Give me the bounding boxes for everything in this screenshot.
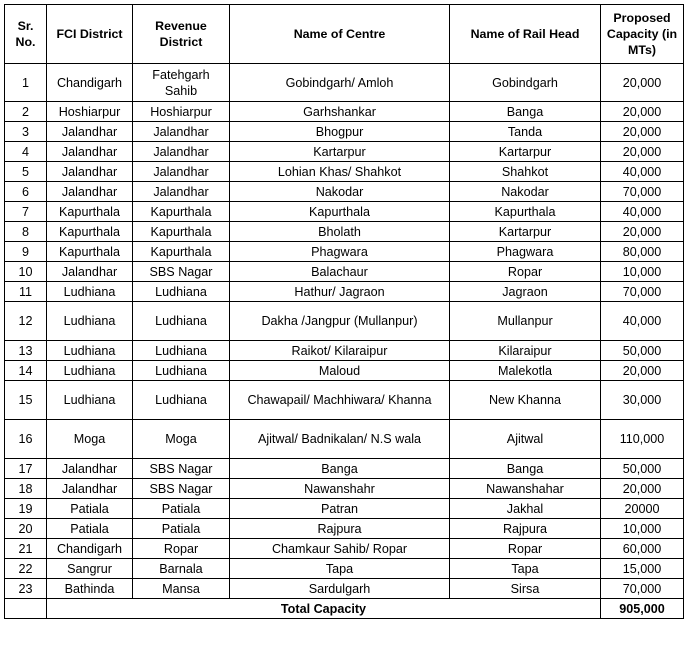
cell-rail-head: Ropar xyxy=(450,539,601,559)
cell-fci-district: Jalandhar xyxy=(47,262,133,282)
cell-rail-head: Kartarpur xyxy=(450,142,601,162)
cell-centre: Hathur/ Jagraon xyxy=(230,282,450,302)
cell-fci-district: Jalandhar xyxy=(47,142,133,162)
table-row xyxy=(5,420,684,459)
cell-rail-head: Banga xyxy=(450,102,601,122)
cell-rail-head: Kartarpur xyxy=(450,222,601,242)
cell-capacity: 10,000 xyxy=(601,262,684,282)
table-row xyxy=(5,202,684,222)
cell-revenue-district: Hoshiarpur xyxy=(133,102,230,122)
cell-sr-no: 7 xyxy=(5,202,47,222)
cell-revenue-district: Fatehgarh Sahib xyxy=(133,64,230,102)
cell-capacity: 70,000 xyxy=(601,182,684,202)
cell-revenue-district: Barnala xyxy=(133,559,230,579)
cell-fci-district: Jalandhar xyxy=(47,479,133,499)
cell-fci-district: Ludhiana xyxy=(47,302,133,341)
table-row xyxy=(5,499,684,519)
cell-rail-head: Malekotla xyxy=(450,361,601,381)
cell-centre: Raikot/ Kilaraipur xyxy=(230,341,450,361)
cell-sr-no: 1 xyxy=(5,64,47,102)
cell-sr-no: 19 xyxy=(5,499,47,519)
cell-rail-head: Ropar xyxy=(450,262,601,282)
total-empty-cell xyxy=(5,599,47,619)
cell-rail-head: Kapurthala xyxy=(450,202,601,222)
cell-centre: Ajitwal/ Badnikalan/ N.S wala xyxy=(230,420,450,459)
cell-revenue-district: Ludhiana xyxy=(133,302,230,341)
cell-centre: Maloud xyxy=(230,361,450,381)
cell-centre: Sardulgarh xyxy=(230,579,450,599)
table-row xyxy=(5,519,684,539)
cell-fci-district: Ludhiana xyxy=(47,381,133,420)
cell-capacity: 30,000 xyxy=(601,381,684,420)
cell-rail-head: Sirsa xyxy=(450,579,601,599)
cell-centre: Kapurthala xyxy=(230,202,450,222)
cell-centre: Balachaur xyxy=(230,262,450,282)
cell-sr-no: 3 xyxy=(5,122,47,142)
cell-rail-head: Jakhal xyxy=(450,499,601,519)
table-row xyxy=(5,282,684,302)
cell-rail-head: Kilaraipur xyxy=(450,341,601,361)
cell-fci-district: Patiala xyxy=(47,519,133,539)
cell-sr-no: 20 xyxy=(5,519,47,539)
cell-sr-no: 16 xyxy=(5,420,47,459)
cell-centre: Patran xyxy=(230,499,450,519)
cell-centre: Dakha /Jangpur (Mullanpur) xyxy=(230,302,450,341)
cell-fci-district: Moga xyxy=(47,420,133,459)
cell-fci-district: Hoshiarpur xyxy=(47,102,133,122)
header-revenue-district: Revenue District xyxy=(133,5,230,64)
cell-centre: Chawapail/ Machhiwara/ Khanna xyxy=(230,381,450,420)
cell-centre: Chamkaur Sahib/ Ropar xyxy=(230,539,450,559)
cell-revenue-district: Ludhiana xyxy=(133,381,230,420)
cell-sr-no: 12 xyxy=(5,302,47,341)
cell-capacity: 10,000 xyxy=(601,519,684,539)
capacity-table xyxy=(4,4,684,619)
cell-capacity: 20,000 xyxy=(601,102,684,122)
cell-centre: Banga xyxy=(230,459,450,479)
cell-capacity: 20,000 xyxy=(601,142,684,162)
cell-revenue-district: Jalandhar xyxy=(133,142,230,162)
cell-rail-head: New Khanna xyxy=(450,381,601,420)
cell-revenue-district: Jalandhar xyxy=(133,162,230,182)
cell-fci-district: Kapurthala xyxy=(47,222,133,242)
header-rail-head: Name of Rail Head xyxy=(450,5,601,64)
table-row xyxy=(5,381,684,420)
cell-capacity: 70,000 xyxy=(601,282,684,302)
cell-capacity: 20,000 xyxy=(601,479,684,499)
cell-capacity: 40,000 xyxy=(601,302,684,341)
table-row xyxy=(5,242,684,262)
table-row xyxy=(5,559,684,579)
cell-sr-no: 13 xyxy=(5,341,47,361)
table-row xyxy=(5,341,684,361)
table-row xyxy=(5,102,684,122)
cell-rail-head: Shahkot xyxy=(450,162,601,182)
cell-sr-no: 14 xyxy=(5,361,47,381)
cell-sr-no: 17 xyxy=(5,459,47,479)
cell-fci-district: Jalandhar xyxy=(47,162,133,182)
cell-revenue-district: SBS Nagar xyxy=(133,459,230,479)
header-centre: Name of Centre xyxy=(230,5,450,64)
cell-sr-no: 9 xyxy=(5,242,47,262)
cell-capacity: 60,000 xyxy=(601,539,684,559)
table-row xyxy=(5,539,684,559)
cell-sr-no: 6 xyxy=(5,182,47,202)
cell-capacity: 20,000 xyxy=(601,64,684,102)
cell-rail-head: Rajpura xyxy=(450,519,601,539)
header-sr-no: Sr. No. xyxy=(5,5,47,64)
cell-rail-head: Ajitwal xyxy=(450,420,601,459)
table-row xyxy=(5,459,684,479)
cell-fci-district: Patiala xyxy=(47,499,133,519)
cell-capacity: 110,000 xyxy=(601,420,684,459)
cell-rail-head: Tanda xyxy=(450,122,601,142)
cell-capacity: 20,000 xyxy=(601,222,684,242)
total-row xyxy=(5,599,684,619)
table-row xyxy=(5,222,684,242)
cell-rail-head: Jagraon xyxy=(450,282,601,302)
cell-revenue-district: Ropar xyxy=(133,539,230,559)
cell-capacity: 20,000 xyxy=(601,122,684,142)
cell-centre: Lohian Khas/ Shahkot xyxy=(230,162,450,182)
cell-capacity: 80,000 xyxy=(601,242,684,262)
cell-sr-no: 22 xyxy=(5,559,47,579)
cell-sr-no: 23 xyxy=(5,579,47,599)
cell-revenue-district: SBS Nagar xyxy=(133,479,230,499)
total-label: Total Capacity xyxy=(47,599,601,619)
cell-rail-head: Banga xyxy=(450,459,601,479)
cell-revenue-district: Jalandhar xyxy=(133,182,230,202)
cell-rail-head: Mullanpur xyxy=(450,302,601,341)
table-row xyxy=(5,142,684,162)
cell-fci-district: Kapurthala xyxy=(47,242,133,262)
cell-fci-district: Chandigarh xyxy=(47,539,133,559)
cell-sr-no: 8 xyxy=(5,222,47,242)
cell-sr-no: 5 xyxy=(5,162,47,182)
cell-fci-district: Ludhiana xyxy=(47,282,133,302)
cell-revenue-district: Ludhiana xyxy=(133,282,230,302)
cell-revenue-district: Patiala xyxy=(133,499,230,519)
header-fci-district: FCI District xyxy=(47,5,133,64)
header-row xyxy=(5,5,684,64)
cell-fci-district: Ludhiana xyxy=(47,341,133,361)
cell-sr-no: 18 xyxy=(5,479,47,499)
table-row xyxy=(5,579,684,599)
total-value: 905,000 xyxy=(601,599,684,619)
cell-centre: Gobindgarh/ Amloh xyxy=(230,64,450,102)
cell-capacity: 40,000 xyxy=(601,202,684,222)
cell-fci-district: Jalandhar xyxy=(47,122,133,142)
cell-rail-head: Tapa xyxy=(450,559,601,579)
cell-centre: Nawanshahr xyxy=(230,479,450,499)
cell-sr-no: 11 xyxy=(5,282,47,302)
cell-capacity: 50,000 xyxy=(601,459,684,479)
cell-centre: Rajpura xyxy=(230,519,450,539)
header-capacity: Proposed Capacity (in MTs) xyxy=(601,5,684,64)
table-row xyxy=(5,64,684,102)
cell-capacity: 20,000 xyxy=(601,361,684,381)
table-row xyxy=(5,302,684,341)
cell-centre: Kartarpur xyxy=(230,142,450,162)
cell-centre: Bholath xyxy=(230,222,450,242)
cell-rail-head: Phagwara xyxy=(450,242,601,262)
cell-fci-district: Jalandhar xyxy=(47,459,133,479)
cell-centre: Bhogpur xyxy=(230,122,450,142)
cell-revenue-district: Kapurthala xyxy=(133,242,230,262)
cell-rail-head: Nakodar xyxy=(450,182,601,202)
table-row xyxy=(5,162,684,182)
cell-centre: Nakodar xyxy=(230,182,450,202)
cell-fci-district: Sangrur xyxy=(47,559,133,579)
cell-sr-no: 10 xyxy=(5,262,47,282)
cell-centre: Garhshankar xyxy=(230,102,450,122)
cell-revenue-district: Kapurthala xyxy=(133,222,230,242)
cell-revenue-district: Mansa xyxy=(133,579,230,599)
table-row xyxy=(5,262,684,282)
cell-fci-district: Jalandhar xyxy=(47,182,133,202)
cell-sr-no: 21 xyxy=(5,539,47,559)
cell-revenue-district: Kapurthala xyxy=(133,202,230,222)
table-row xyxy=(5,361,684,381)
table-row xyxy=(5,122,684,142)
cell-sr-no: 15 xyxy=(5,381,47,420)
cell-capacity: 15,000 xyxy=(601,559,684,579)
cell-revenue-district: Ludhiana xyxy=(133,361,230,381)
cell-revenue-district: Jalandhar xyxy=(133,122,230,142)
cell-rail-head: Nawanshahar xyxy=(450,479,601,499)
cell-fci-district: Kapurthala xyxy=(47,202,133,222)
cell-capacity: 20000 xyxy=(601,499,684,519)
cell-revenue-district: SBS Nagar xyxy=(133,262,230,282)
table-row xyxy=(5,479,684,499)
cell-centre: Phagwara xyxy=(230,242,450,262)
cell-capacity: 50,000 xyxy=(601,341,684,361)
cell-fci-district: Bathinda xyxy=(47,579,133,599)
table-row xyxy=(5,182,684,202)
cell-fci-district: Chandigarh xyxy=(47,64,133,102)
cell-rail-head: Gobindgarh xyxy=(450,64,601,102)
cell-capacity: 40,000 xyxy=(601,162,684,182)
cell-capacity: 70,000 xyxy=(601,579,684,599)
cell-sr-no: 4 xyxy=(5,142,47,162)
cell-revenue-district: Patiala xyxy=(133,519,230,539)
cell-fci-district: Ludhiana xyxy=(47,361,133,381)
cell-centre: Tapa xyxy=(230,559,450,579)
cell-sr-no: 2 xyxy=(5,102,47,122)
cell-revenue-district: Ludhiana xyxy=(133,341,230,361)
cell-revenue-district: Moga xyxy=(133,420,230,459)
